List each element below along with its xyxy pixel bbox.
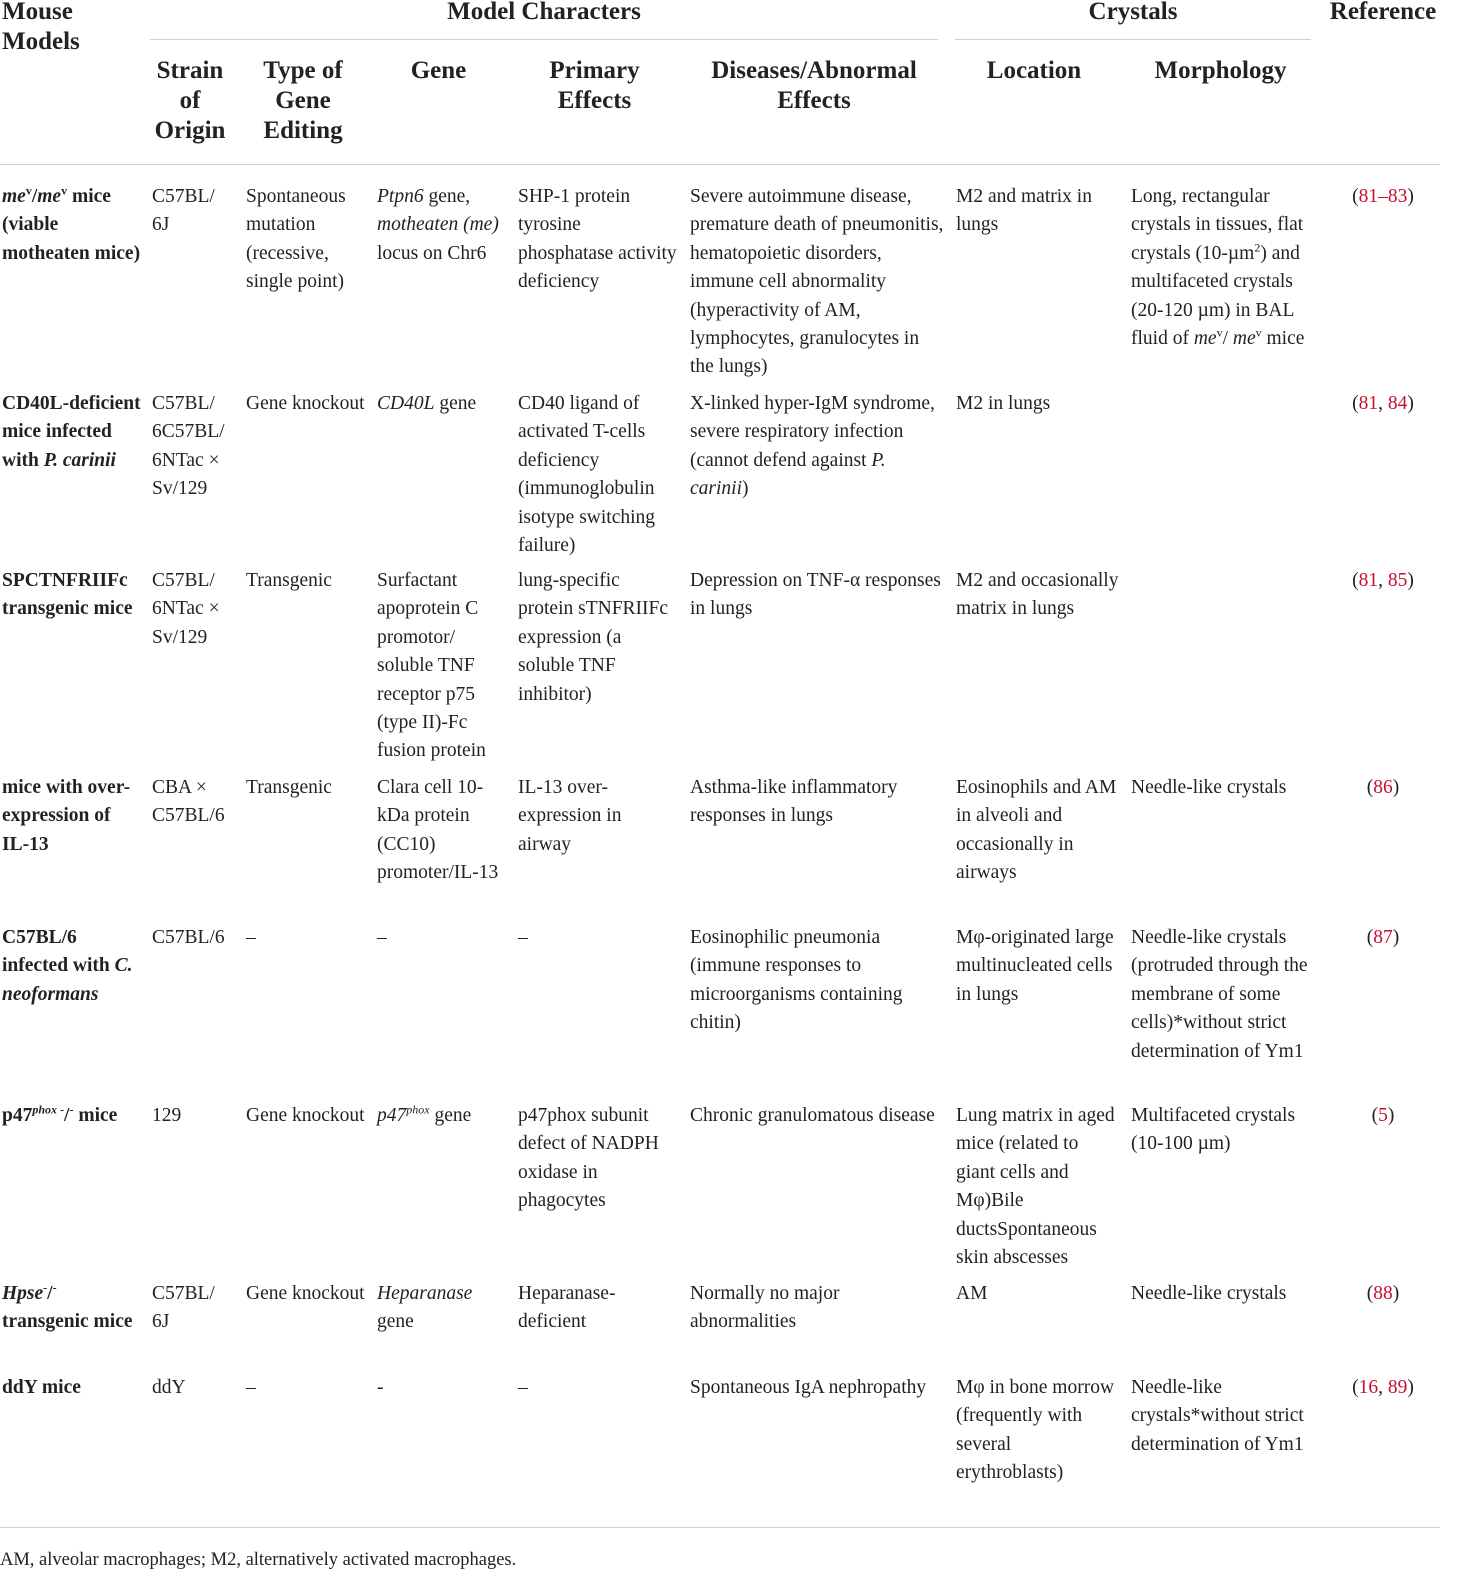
row8-model: ddY mice (2, 1377, 81, 1398)
group-rule-model-characters (150, 39, 938, 40)
row7-type: Gene knockout (246, 1283, 365, 1304)
row4-morphology: Needle-like crystals (1131, 777, 1287, 798)
row8-type: – (246, 1377, 256, 1398)
header-morphology: Morphology (1154, 57, 1287, 84)
row4-primary: IL-13 over-expression in airway (518, 777, 622, 855)
row8-location: Mφ in bone morrow (frequently with several erythroblasts) (956, 1377, 1115, 1484)
row3-gene: Surfactant apoprotein C promotor/ soluble TNF receptor p75 (type II)-Fc fusion protein (377, 570, 486, 762)
header-primary: Primary Effects (549, 57, 640, 114)
row1-model: $me^v/me^v$ mice (viable motheaten mice) (2, 183, 141, 264)
row2-primary: CD40 ligand of activated T-cells deficiency (immunoglobulin isotype switching failure) (518, 393, 656, 557)
row1-reference: (81–83) (1352, 186, 1414, 207)
header-reference: Reference (1329, 0, 1437, 25)
row5-morphology: Needle-like crystals (protruded through the membrane of some cells)*without strict determination of Ym1 (1131, 927, 1308, 1062)
row8-diseases: Spontaneous IgA nephropathy (690, 1377, 927, 1398)
row4-diseases: Asthma-like inflammatory responses in lungs (690, 777, 898, 827)
row6-strain: 129 (152, 1105, 182, 1126)
header-bottom-rule (0, 164, 1440, 165)
row5-gene: – (377, 927, 387, 948)
row3-primary: lung-specific protein sTNFRIIFc expression (a soluble TNF inhibitor) (518, 570, 669, 705)
row3-type: Transgenic (246, 570, 332, 591)
header-location: Location (986, 57, 1082, 84)
row8-primary: – (518, 1377, 528, 1398)
row2-type: Gene knockout (246, 393, 365, 414)
row5-diseases: Eosinophilic pneumonia (immune responses to microorganisms containing chitin) (690, 927, 903, 1034)
row6-type: Gene knockout (246, 1105, 365, 1126)
row1-location: M2 and matrix in lungs (956, 186, 1092, 236)
row4-model: mice with over-expression of IL-13 (2, 777, 131, 855)
row2-gene: CD40L gene (377, 393, 477, 414)
row7-location: AM (956, 1283, 988, 1304)
row7-strain: C57BL/ 6J (152, 1283, 215, 1333)
row3-strain: C57BL/ 6NTac × Sv/129 (152, 570, 220, 648)
row5-model: C57BL/6 infected with C. neoformans (2, 927, 133, 1005)
header-type: Type of Gene Editing (263, 57, 343, 144)
row5-location: Mφ-originated large multinucleated cells in lungs (956, 927, 1114, 1005)
row7-gene: Heparanase gene (377, 1283, 473, 1333)
row5-reference: (87) (1366, 927, 1400, 948)
row4-location: Eosinophils and AM in alveoli and occasionally in airways (956, 777, 1117, 884)
row2-reference: (81, 84) (1352, 393, 1414, 414)
row6-location: Lung matrix in aged mice (related to giant cells and Mφ)Bile ductsSpontaneous skin abscesses (956, 1105, 1115, 1269)
row7-diseases: Normally no major abnormalities (690, 1283, 840, 1333)
row2-model: CD40L-deficient mice infected with P. carinii (2, 393, 141, 471)
row6-reference: (5) (1371, 1105, 1395, 1126)
header-mouse-models: Mouse Models (2, 0, 80, 55)
row2-location: M2 in lungs (956, 393, 1051, 414)
row8-strain: ddY (152, 1377, 186, 1398)
row5-type: – (246, 927, 256, 948)
row3-location: M2 and occasionally matrix in lungs (956, 570, 1119, 620)
row7-morphology: Needle-like crystals (1131, 1283, 1287, 1304)
header-gene: Gene (410, 57, 467, 84)
row1-primary: SHP-1 protein tyrosine phosphatase activity deficiency (518, 186, 677, 293)
header-model-characters: Model Characters (447, 0, 641, 25)
row1-diseases: Severe autoimmune disease, premature death of pneumonitis, hematopoietic disorders, immune cell abnormality (hyperactivity of AM, lymphocytes, granulocytes in the lungs) (690, 186, 944, 378)
row2-strain: C57BL/ 6C57BL/ 6NTac × Sv/129 (152, 393, 225, 500)
row6-model: $p47^{phox -}/^-$ mice (2, 1102, 118, 1126)
header-strain: Strain of Origin (154, 57, 226, 144)
row6-morphology: Multifaceted crystals (10-100 µm) (1131, 1105, 1296, 1155)
table-bottom-rule (0, 1527, 1440, 1528)
row8-gene: - (377, 1377, 384, 1398)
row8-reference: (16, 89) (1352, 1377, 1414, 1398)
row6-primary: p47phox subunit defect of NADPH oxidase in phagocytes (518, 1105, 659, 1212)
row3-diseases: Depression on TNF-α responses in lungs (690, 570, 941, 620)
group-rule-crystals (955, 39, 1311, 40)
row4-gene: Clara cell 10-kDa protein (CC10) promoter/IL-13 (377, 777, 499, 884)
row1-gene: Ptpn6 gene, motheaten (me) locus on Chr6 (377, 186, 499, 264)
row6-diseases: Chronic granulomatous disease (690, 1105, 935, 1126)
row3-model: SPCTNFRIIFc transgenic mice (2, 570, 133, 620)
row5-primary: – (518, 927, 528, 948)
row7-model: Hpse-/- transgenic mice (2, 1280, 133, 1333)
row5-strain: C57BL/6 (152, 927, 225, 948)
row4-reference: (86) (1366, 777, 1400, 798)
row2-diseases: X-linked hyper-IgM syndrome, severe respiratory infection (cannot defend against P. carinii) (690, 393, 935, 500)
row1-type: Spontaneous mutation (recessive, single point) (246, 186, 346, 293)
row1-strain: C57BL/ 6J (152, 186, 215, 236)
table-footnote: AM, alveolar macrophages; M2, alternatively activated macrophages. (0, 1550, 517, 1570)
row8-morphology: Needle-like crystals*without strict determination of Ym1 (1131, 1377, 1304, 1455)
row3-reference: (81, 85) (1352, 570, 1414, 591)
row4-strain: CBA × C57BL/6 (152, 777, 225, 827)
row7-reference: (88) (1366, 1283, 1400, 1304)
row6-gene: $p47^{phox}$ gene (377, 1102, 472, 1126)
header-crystals: Crystals (1088, 0, 1178, 25)
row1-morphology: Long, rectangular crystals in tissues, flat crystals (10-µm$^2$) and multifaceted crystals (20-120 µm) in BAL fluid of $me^v/$ $me^v$ mice (1131, 186, 1305, 350)
row4-type: Transgenic (246, 777, 332, 798)
row7-primary: Heparanase-deficient (518, 1283, 616, 1333)
header-diseases: Diseases/Abnormal Effects (711, 57, 917, 114)
